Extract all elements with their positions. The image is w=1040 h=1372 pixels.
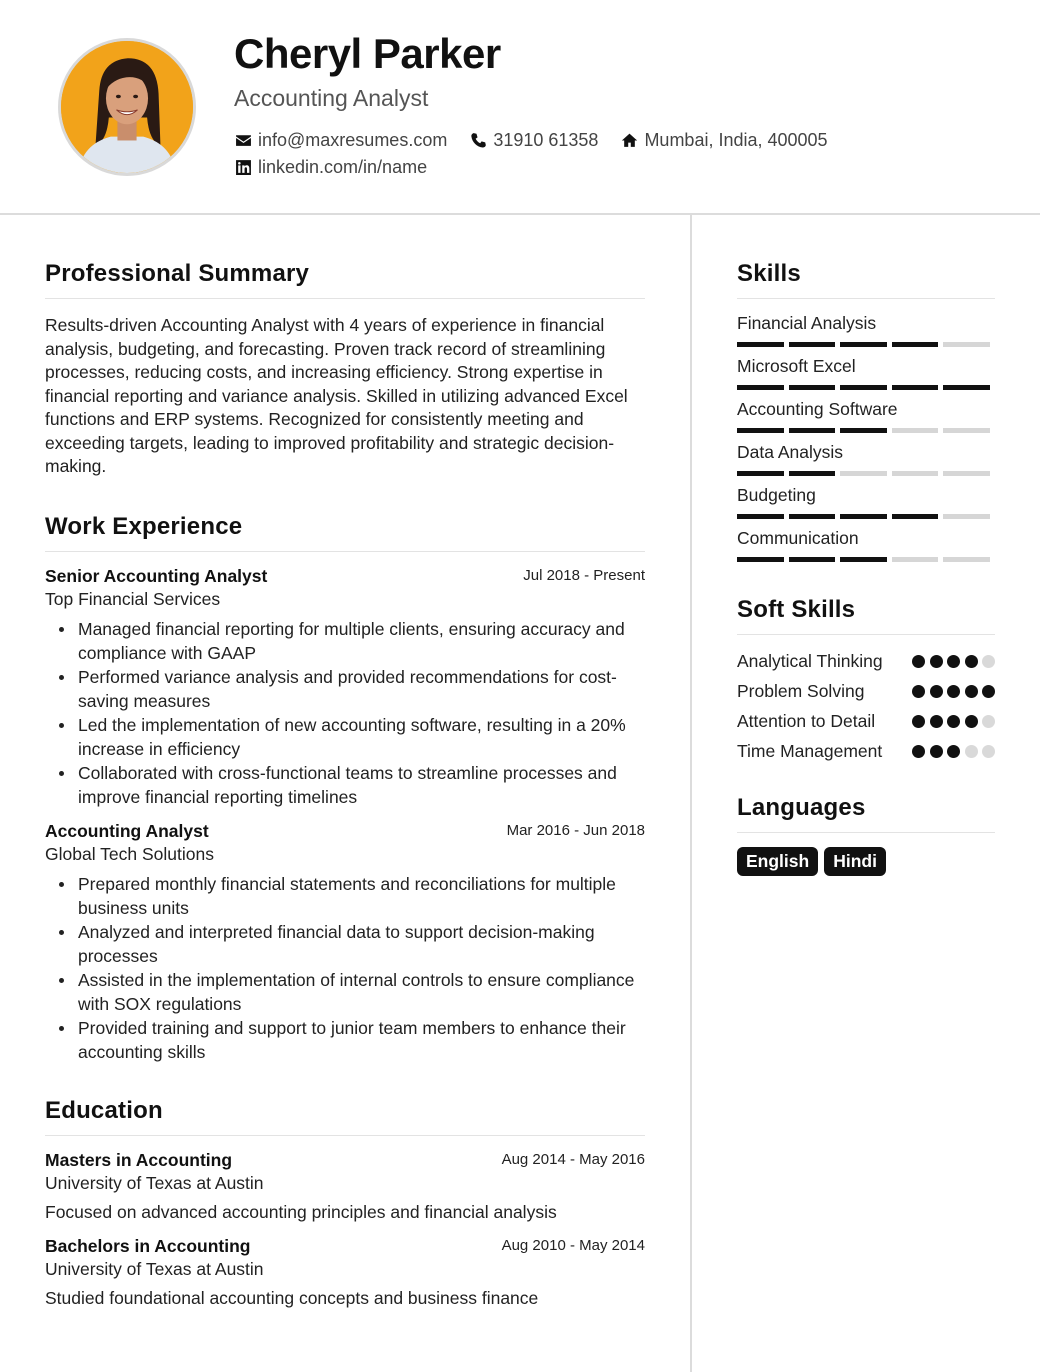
candidate-name: Cheryl Parker — [234, 30, 501, 77]
rating-dot — [947, 685, 960, 698]
skill-level-bar — [737, 471, 995, 476]
location-text: Mumbai, India, 400005 — [644, 130, 828, 150]
education-entry — [45, 1236, 645, 1309]
soft-skill-name: Problem Solving — [737, 681, 865, 701]
soft-skill-rating — [908, 649, 996, 673]
skill-level-segment — [789, 342, 836, 347]
job-date: Jul 2018 - Present — [523, 566, 645, 584]
job-role: Senior Accounting Analyst — [45, 565, 268, 586]
skill-level-segment — [943, 342, 990, 347]
skill-level-segment — [737, 342, 784, 347]
education-section — [45, 1097, 645, 1309]
summary-text: Results-driven Accounting Analyst with 4 years of experience in financial analysis, budgeting, and forecasting. Proven track record of streamlining processes, reducing costs, and increasing efficiency. Strong expertise in financial reporting and variance analysis. Skilled in utilizing advanced Excel functions and ERP systems. Recognized for consistently meeting and exceeding targets, leading to improved profitability and strategic decision-making. — [45, 315, 628, 476]
degree-name: Bachelors in Accounting — [45, 1235, 251, 1256]
rating-dot — [947, 655, 960, 668]
skill-level-segment — [789, 385, 836, 390]
skill-name: Communication — [737, 528, 859, 548]
bullet-item: Assisted in the implementation of internal controls to ensure compliance with SOX regulations — [45, 968, 645, 1016]
rating-dot — [930, 655, 943, 668]
skill-item — [737, 442, 995, 476]
skill-level-segment — [892, 385, 939, 390]
column-divider — [690, 215, 692, 1372]
skill-name: Accounting Software — [737, 399, 898, 419]
profile-photo — [58, 38, 196, 176]
soft-skill-item — [737, 679, 995, 703]
skill-level-segment — [789, 514, 836, 519]
skill-item — [737, 356, 995, 390]
rating-dot — [982, 715, 995, 728]
soft-skill-item — [737, 649, 995, 673]
skill-name: Microsoft Excel — [737, 356, 856, 376]
languages-section — [737, 794, 995, 876]
job-date: Mar 2016 - Jun 2018 — [506, 821, 645, 839]
job-bullets — [45, 617, 645, 809]
skill-level-segment — [892, 514, 939, 519]
school-name: University of Texas at Austin — [45, 1172, 264, 1193]
bullet-item: Led the implementation of new accounting software, resulting in a 20% increase in efficiency — [45, 713, 645, 761]
soft-skills-section — [737, 596, 995, 763]
education-entry — [45, 1150, 645, 1223]
bullet-item: Performed variance analysis and provided recommendations for cost-saving measures — [45, 665, 645, 713]
rating-dot — [982, 685, 995, 698]
section-title: Work Experience — [45, 513, 645, 552]
skill-level-segment — [789, 557, 836, 562]
skill-level-segment — [840, 471, 887, 476]
home-icon — [620, 132, 638, 150]
skill-level-segment — [892, 557, 939, 562]
skill-level-segment — [840, 428, 887, 433]
skill-level-segment — [892, 342, 939, 347]
job-entry — [45, 566, 645, 809]
skills-list — [737, 313, 995, 562]
soft-skill-name: Analytical Thinking — [737, 651, 883, 671]
skill-level-segment — [840, 342, 887, 347]
skill-level-segment — [737, 557, 784, 562]
contact-linkedin[interactable] — [234, 157, 427, 178]
linkedin-icon — [234, 159, 252, 177]
skill-level-segment — [789, 471, 836, 476]
skill-name: Financial Analysis — [737, 313, 877, 333]
rating-dot — [912, 685, 925, 698]
skill-level-segment — [943, 428, 990, 433]
envelope-icon — [234, 132, 252, 150]
soft-skill-name: Attention to Detail — [737, 711, 876, 731]
skill-level-bar — [737, 385, 995, 390]
main-column — [45, 215, 645, 1309]
skill-level-bar — [737, 514, 995, 519]
section-title: Soft Skills — [737, 596, 995, 635]
rating-dot — [930, 685, 943, 698]
bullet-item: Collaborated with cross-functional teams to streamline processes and improve financial reporting timelines — [45, 761, 645, 809]
entry-head — [45, 821, 645, 842]
skill-name: Data Analysis — [737, 442, 844, 462]
email-text: info@maxresumes.com — [258, 130, 448, 150]
section-title: Professional Summary — [45, 260, 645, 299]
skill-level-bar — [737, 342, 995, 347]
contact-phone[interactable] — [469, 130, 598, 151]
rating-dot — [930, 745, 943, 758]
side-column — [737, 215, 995, 876]
entry-head — [45, 566, 645, 587]
section-title: Skills — [737, 260, 995, 299]
rating-dot — [982, 745, 995, 758]
entry-head — [45, 1236, 645, 1257]
section-title: Languages — [737, 794, 995, 833]
soft-skill-rating — [908, 739, 996, 763]
degree-date: Aug 2014 - May 2016 — [501, 1150, 645, 1168]
skill-level-segment — [892, 428, 939, 433]
skill-level-segment — [737, 385, 784, 390]
rating-dot — [982, 655, 995, 668]
soft-skill-item — [737, 709, 995, 733]
soft-skill-rating — [908, 709, 996, 733]
skill-level-segment — [943, 471, 990, 476]
skill-level-segment — [737, 428, 784, 433]
skill-level-segment — [737, 514, 784, 519]
skill-item — [737, 485, 995, 519]
skill-level-bar — [737, 428, 995, 433]
phone-icon — [469, 132, 487, 150]
skill-level-segment — [943, 385, 990, 390]
bullet-item: Provided training and support to junior team members to enhance their accounting skills — [45, 1016, 645, 1064]
skill-level-segment — [943, 557, 990, 562]
rating-dot — [930, 715, 943, 728]
degree-description: Focused on advanced accounting principles and financial analysis — [45, 1201, 557, 1222]
candidate-title: Accounting Analyst — [234, 85, 429, 111]
degree-date: Aug 2010 - May 2014 — [501, 1236, 645, 1254]
skill-level-segment — [789, 428, 836, 433]
skill-item — [737, 528, 995, 562]
summary-section — [45, 260, 645, 479]
bullet-item: Prepared monthly financial statements and reconciliations for multiple business units — [45, 872, 645, 920]
rating-dot — [965, 715, 978, 728]
entry-head — [45, 1150, 645, 1171]
school-name: University of Texas at Austin — [45, 1258, 264, 1279]
experience-section — [45, 513, 645, 1064]
degree-name: Masters in Accounting — [45, 1149, 233, 1170]
language-tag: English — [737, 847, 818, 876]
rating-dot — [947, 745, 960, 758]
soft-skill-name: Time Management — [737, 741, 883, 761]
rating-dot — [965, 655, 978, 668]
rating-dot — [912, 745, 925, 758]
skill-level-segment — [840, 557, 887, 562]
rating-dot — [912, 655, 925, 668]
contact-row-2 — [234, 157, 449, 178]
contact-location — [620, 130, 827, 151]
resume-header — [0, 0, 1040, 215]
skill-level-segment — [943, 514, 990, 519]
phone-text: 31910 61358 — [493, 130, 599, 150]
job-company: Global Tech Solutions — [45, 843, 214, 864]
soft-skill-item — [737, 739, 995, 763]
job-company: Top Financial Services — [45, 588, 221, 609]
soft-skills-list — [737, 649, 995, 763]
job-role: Accounting Analyst — [45, 820, 209, 841]
section-title: Education — [45, 1097, 645, 1136]
linkedin-text: linkedin.com/in/name — [258, 157, 428, 177]
skill-level-segment — [737, 471, 784, 476]
bullet-item: Managed financial reporting for multiple clients, ensuring accuracy and compliance with GAAP — [45, 617, 645, 665]
avatar — [61, 41, 193, 173]
skill-level-bar — [737, 557, 995, 562]
skills-section — [737, 260, 995, 562]
contact-email[interactable] — [234, 130, 447, 151]
job-entry — [45, 821, 645, 1064]
bullet-item: Analyzed and interpreted financial data to support decision-making processes — [45, 920, 645, 968]
skill-name: Budgeting — [737, 485, 816, 505]
skill-level-segment — [840, 385, 887, 390]
rating-dot — [912, 715, 925, 728]
contact-row — [234, 130, 850, 151]
rating-dot — [947, 715, 960, 728]
language-tag: Hindi — [824, 847, 886, 876]
degree-description: Studied foundational accounting concepts and business finance — [45, 1287, 539, 1308]
skill-item — [737, 399, 995, 433]
skill-level-segment — [840, 514, 887, 519]
job-bullets — [45, 872, 645, 1064]
skill-level-segment — [892, 471, 939, 476]
languages-list — [737, 847, 995, 876]
rating-dot — [965, 685, 978, 698]
skill-item — [737, 313, 995, 347]
soft-skill-rating — [908, 679, 996, 703]
rating-dot — [965, 745, 978, 758]
